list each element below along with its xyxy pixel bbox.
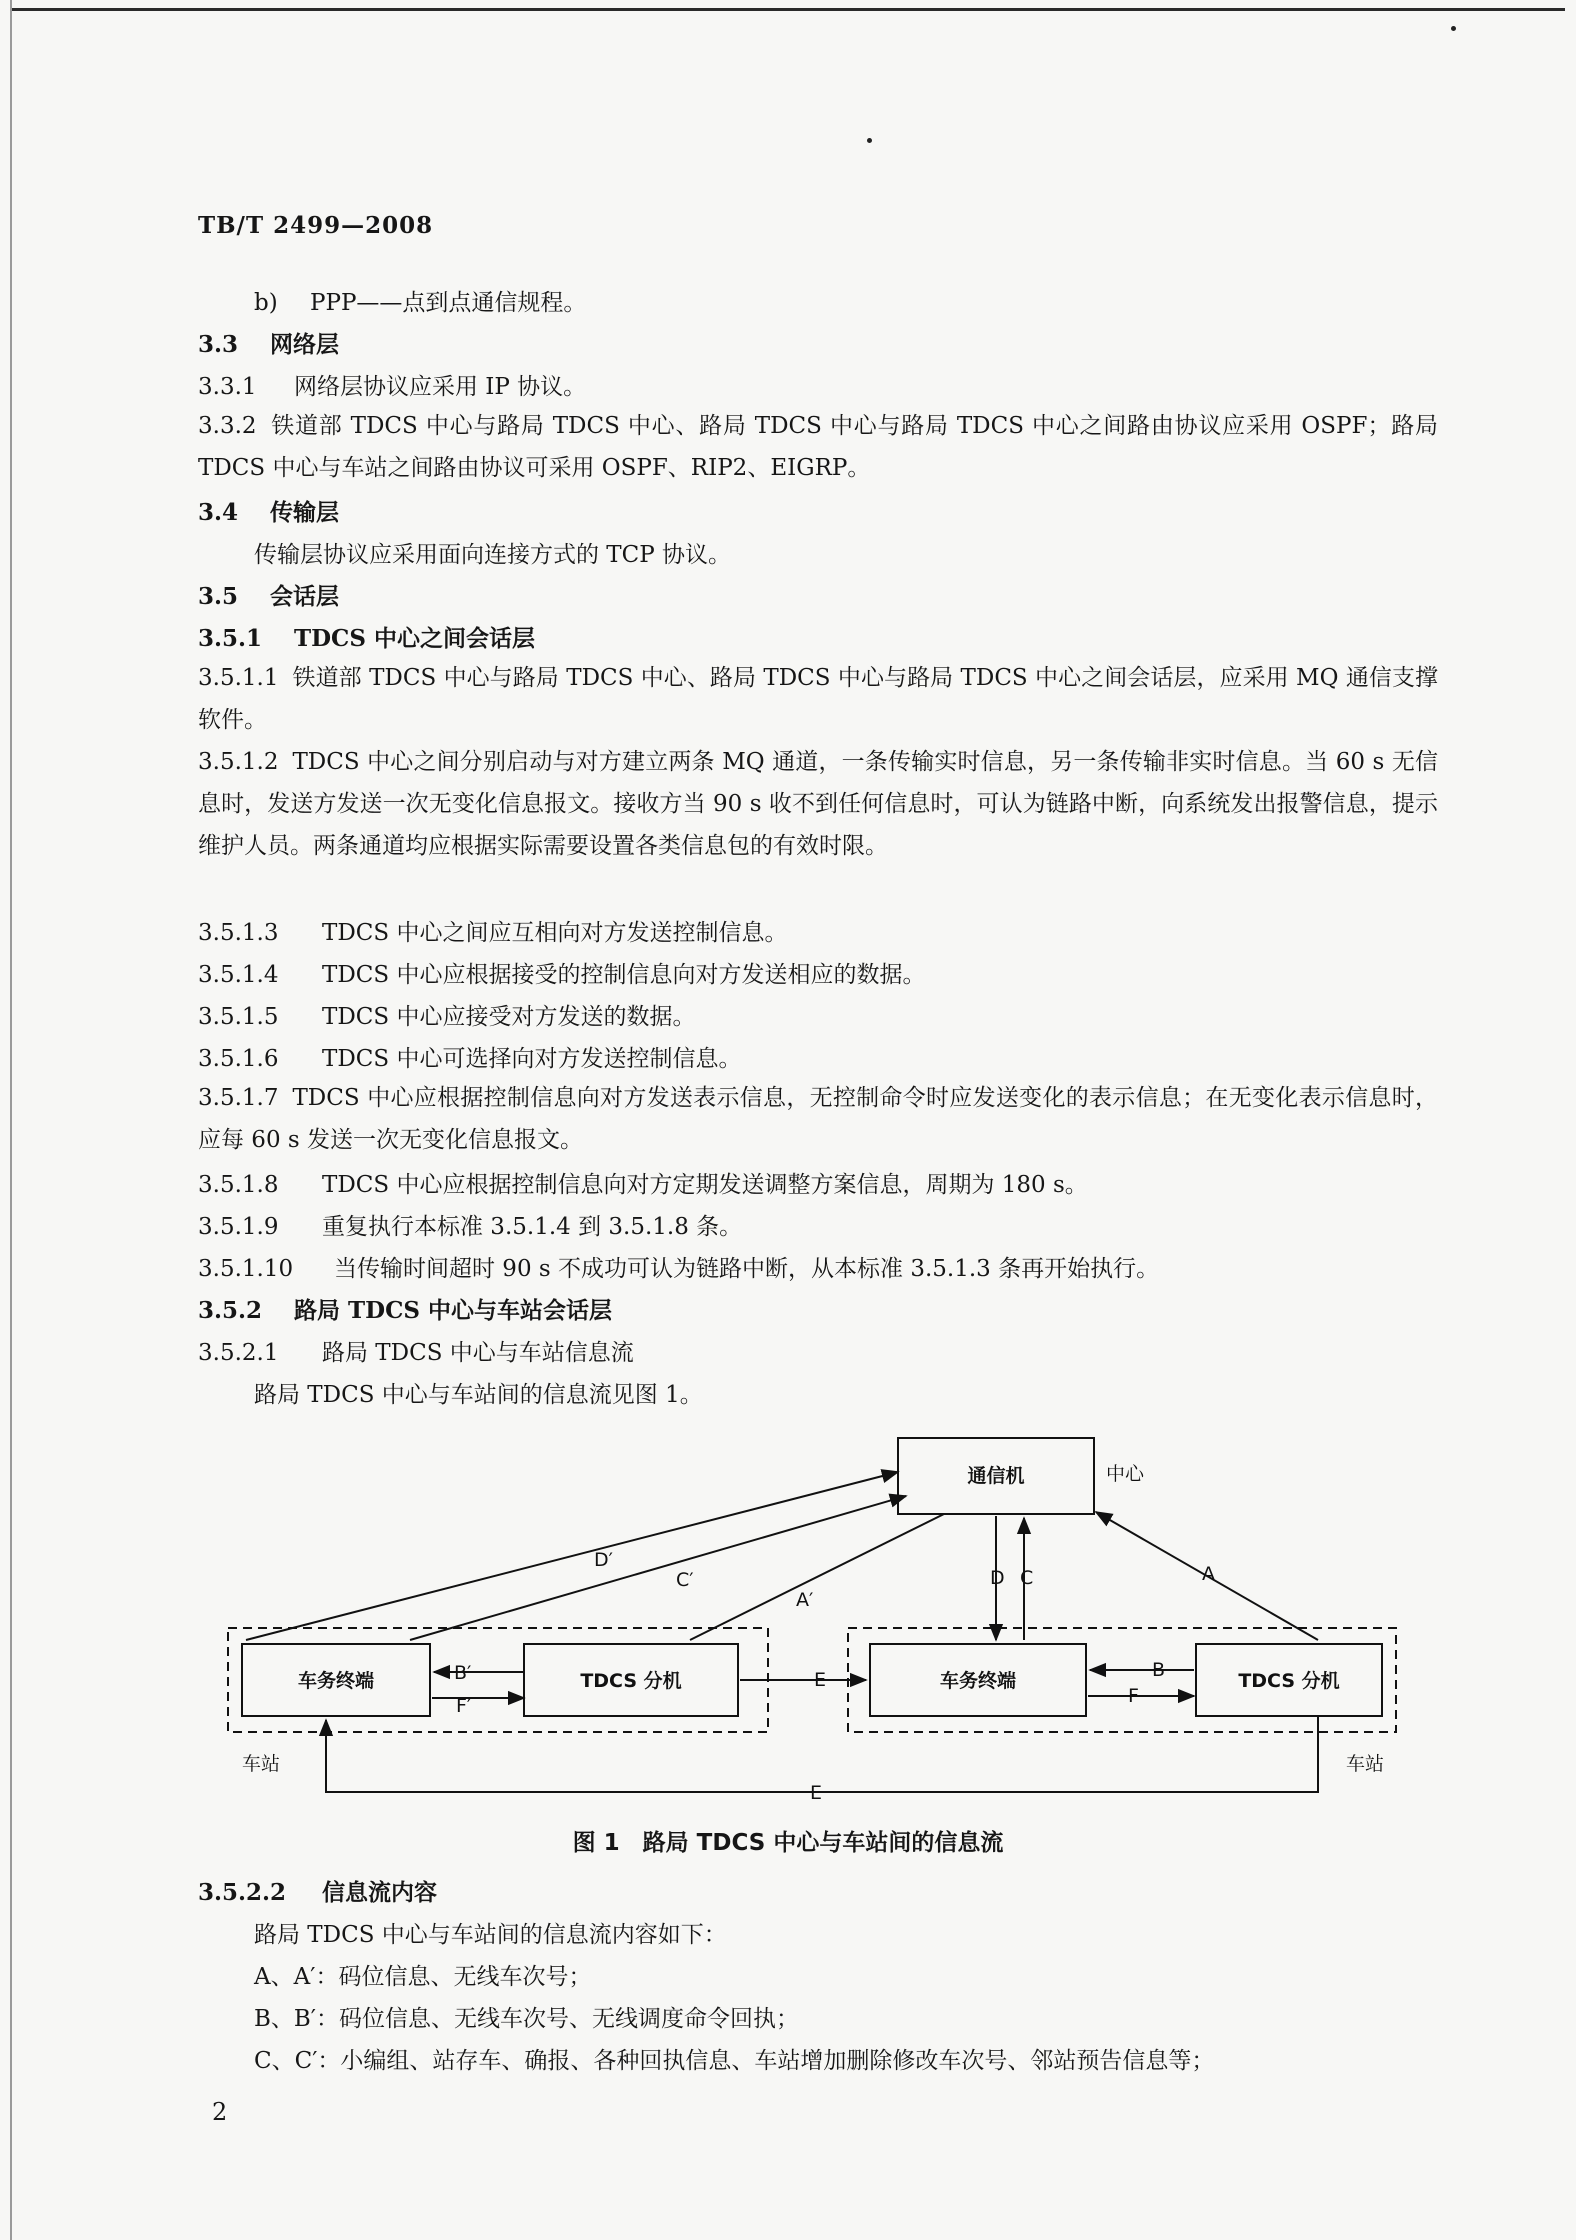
flow-content-b: B、B′：码位信息、无线车次号、无线调度命令回执；: [254, 2006, 800, 2032]
flow-label-a-prime: A′: [796, 1589, 814, 1611]
flow-a-prime-line: [690, 1514, 944, 1640]
page-number: 2: [212, 2098, 228, 2126]
comm-server-label: 通信机: [967, 1465, 1025, 1487]
flow-label-d-prime: D′: [594, 1549, 613, 1571]
station-right-label: 车站: [1346, 1753, 1385, 1775]
clause-3-5-1-5: 3.5.1.5 TDCS 中心应接受对方发送的数据。: [198, 1004, 696, 1030]
flow-label-d: D: [990, 1567, 1005, 1589]
flow-label-c-prime: C′: [676, 1569, 694, 1591]
section-3-4-heading: 3.4 传输层: [198, 499, 339, 526]
clause-3-5-1-6: 3.5.1.6 TDCS 中心可选择向对方发送控制信息。: [198, 1046, 742, 1072]
clause-3-5-2-2-heading: 3.5.2.2 信息流内容: [198, 1879, 437, 1906]
clause-3-5-1-2: 3.5.1.2 TDCS 中心之间分别启动与对方建立两条 MQ 通道，一条传输实时信息，另一条传输非实时信息。当 60 s 无信息时，发送方发送一次无变化信息报文。接收方当 90 s 收不到任何信息时，可认为链路中断，向系统发出报警信息，提示维护人员。两条通道均应根据实际需要设置各类信息包的有效时限。: [198, 749, 1438, 859]
flow-label-f: F: [1128, 1685, 1139, 1707]
left-tdcs-label: TDCS 分机: [580, 1670, 682, 1692]
clause-3-3-2: 3.3.2 铁道部 TDCS 中心与路局 TDCS 中心、路局 TDCS 中心与路局 TDCS 中心之间路由协议应采用 OSPF；路局 TDCS 中心与车站之间路由协议可采用 OSPF、RIP2、EIGRP。: [198, 413, 1438, 481]
clause-3-5-1-4: 3.5.1.4 TDCS 中心应根据接受的控制信息向对方发送相应的数据。: [198, 962, 926, 988]
right-terminal-label: 车务终端: [939, 1670, 1017, 1692]
section-3-3-heading: 3.3 网络层: [198, 331, 339, 358]
flow-d-prime-arrow: [246, 1472, 898, 1640]
section-3-5-1-heading: 3.5.1 TDCS 中心之间会话层: [198, 625, 535, 652]
flow-label-f-prime: F′: [456, 1695, 472, 1717]
flow-content-a: A、A′：码位信息、无线车次号；: [254, 1964, 592, 1990]
flow-e-bottom-arrow: [326, 1716, 1318, 1792]
flow-label-a: A: [1202, 1563, 1215, 1585]
right-tdcs-label: TDCS 分机: [1238, 1670, 1340, 1692]
document-id-header: TB/T 2499—2008: [198, 212, 434, 239]
list-item-b: b) PPP——点到点通信规程。: [254, 290, 587, 316]
flow-label-e-mid: E: [814, 1669, 827, 1691]
flow-c-prime-arrow: [410, 1496, 906, 1640]
clause-3-5-1-9: 3.5.1.9 重复执行本标准 3.5.1.4 到 3.5.1.8 条。: [198, 1214, 743, 1240]
clause-3-5-1-8: 3.5.1.8 TDCS 中心应根据控制信息向对方定期发送调整方案信息，周期为 180 s。: [198, 1172, 1088, 1198]
clause-3-5-2-1-body: 路局 TDCS 中心与车站间的信息流见图 1。: [254, 1382, 703, 1408]
figure-1-caption: 图 1 路局 TDCS 中心与车站间的信息流: [572, 1830, 1004, 1856]
clause-3-5-2-2-intro: 路局 TDCS 中心与车站间的信息流内容如下：: [254, 1922, 727, 1948]
flow-label-e-bottom: E: [810, 1782, 823, 1804]
clause-3-5-1-7: 3.5.1.7 TDCS 中心应根据控制信息向对方发送表示信息，无控制命令时应发送变化的表示信息；在无变化表示信息时，应每 60 s 发送一次无变化信息报文。: [198, 1085, 1438, 1153]
left-terminal-label: 车务终端: [297, 1670, 375, 1692]
clause-3-5-1-1: 3.5.1.1 铁道部 TDCS 中心与路局 TDCS 中心、路局 TDCS 中心与路局 TDCS 中心之间会话层，应采用 MQ 通信支撑软件。: [198, 665, 1438, 733]
clause-3-5-1-10: 3.5.1.10 当传输时间超时 90 s 不成功可认为链路中断，从本标准 3.5.1.3 条再开始执行。: [198, 1256, 1160, 1282]
flow-label-c: C: [1020, 1567, 1034, 1589]
station-left-label: 车站: [242, 1753, 281, 1775]
clause-3-3-1: 3.3.1 网络层协议应采用 IP 协议。: [198, 374, 587, 400]
flow-label-b: B: [1152, 1659, 1166, 1681]
section-3-5-heading: 3.5 会话层: [198, 583, 339, 610]
section-3-5-2-heading: 3.5.2 路局 TDCS 中心与车站会话层: [198, 1297, 612, 1324]
clause-3-5-2-1: 3.5.2.1 路局 TDCS 中心与车站信息流: [198, 1340, 634, 1366]
center-label: 中心: [1106, 1463, 1145, 1485]
flow-label-b-prime: B′: [454, 1662, 472, 1684]
clause-3-5-1-3: 3.5.1.3 TDCS 中心之间应互相向对方发送控制信息。: [198, 920, 788, 946]
flow-content-c: C、C′：小编组、站存车、确报、各种回执信息、车站增加删除修改车次号、邻站预告信息等；: [254, 2048, 1215, 2074]
clause-3-4-body: 传输层协议应采用面向连接方式的 TCP 协议。: [254, 542, 732, 568]
